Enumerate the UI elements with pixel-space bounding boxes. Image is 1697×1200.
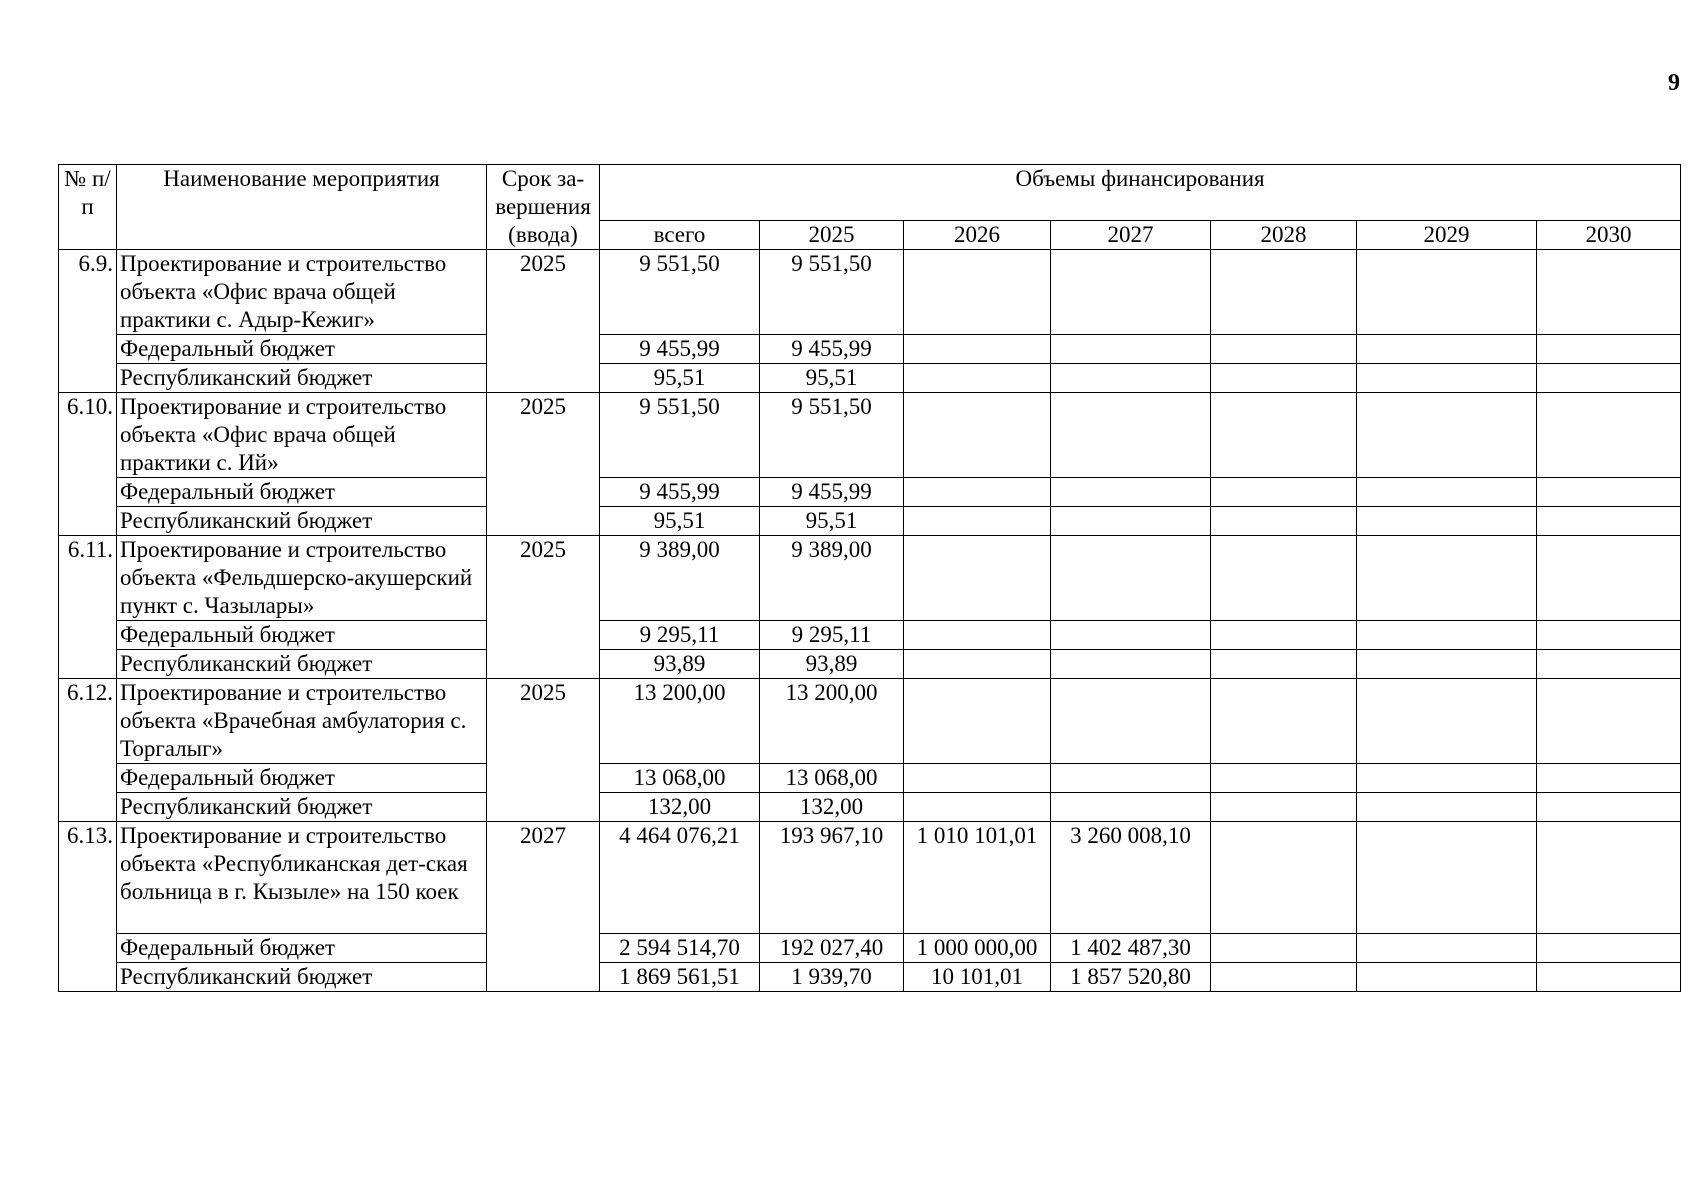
- table-row: [59, 335, 1681, 364]
- table-row: [59, 507, 1681, 536]
- amount-cell: [904, 679, 1051, 764]
- item-term: 2025: [487, 250, 600, 393]
- amount-cell: 9 551,50: [760, 393, 904, 478]
- amount-cell: [1211, 934, 1357, 963]
- amount-cell: [904, 764, 1051, 793]
- amount-cell: [1357, 621, 1537, 650]
- amount-cell: 9 389,00: [600, 536, 760, 621]
- header-year: 2028: [1211, 221, 1357, 250]
- amount-cell: [1537, 507, 1681, 536]
- item-term: 2025: [487, 393, 600, 536]
- item-number: 6.12.: [59, 679, 117, 822]
- republic-budget-label: Республиканский бюджет: [117, 793, 487, 822]
- federal-budget-label: Федеральный бюджет: [117, 621, 487, 650]
- header-funding: Объемы финансирования: [600, 165, 1681, 221]
- federal-budget-label: Федеральный бюджет: [117, 934, 487, 963]
- table-row: [59, 764, 1681, 793]
- amount-cell: [1357, 335, 1537, 364]
- amount-cell: 9 389,00: [760, 536, 904, 621]
- amount-cell: [1211, 963, 1357, 992]
- amount-cell: [1051, 478, 1211, 507]
- amount-cell: [1051, 507, 1211, 536]
- amount-cell: 4 464 076,21: [600, 822, 760, 934]
- amount-cell: [1211, 793, 1357, 822]
- amount-cell: [1357, 679, 1537, 764]
- amount-cell: [904, 536, 1051, 621]
- item-number: 6.11.: [59, 536, 117, 679]
- amount-cell: 192 027,40: [760, 934, 904, 963]
- amount-cell: [1357, 507, 1537, 536]
- table-row: [59, 650, 1681, 679]
- amount-cell: [1537, 822, 1681, 934]
- amount-cell: [1051, 679, 1211, 764]
- amount-cell: [1051, 364, 1211, 393]
- item-term: 2025: [487, 679, 600, 822]
- amount-cell: [1357, 393, 1537, 478]
- amount-cell: 95,51: [760, 364, 904, 393]
- amount-cell: 10 101,01: [904, 963, 1051, 992]
- amount-cell: 9 295,11: [760, 621, 904, 650]
- amount-cell: 193 967,10: [760, 822, 904, 934]
- federal-budget-label: Федеральный бюджет: [117, 335, 487, 364]
- amount-cell: [904, 478, 1051, 507]
- amount-cell: [1537, 536, 1681, 621]
- table-row: [59, 250, 1681, 335]
- amount-cell: 9 551,50: [600, 250, 760, 335]
- amount-cell: [1211, 764, 1357, 793]
- table-row: [59, 478, 1681, 507]
- amount-cell: [1537, 478, 1681, 507]
- table-row: [59, 934, 1681, 963]
- amount-cell: 13 200,00: [600, 679, 760, 764]
- amount-cell: [1051, 335, 1211, 364]
- amount-cell: [1211, 536, 1357, 621]
- amount-cell: [1537, 393, 1681, 478]
- item-name: Проектирование и строительство объекта «Врачебная амбулатория с. Торгалыг»: [117, 679, 487, 764]
- amount-cell: 1 010 101,01: [904, 822, 1051, 934]
- amount-cell: 3 260 008,10: [1051, 822, 1211, 934]
- amount-cell: 13 068,00: [600, 764, 760, 793]
- table-row: [59, 364, 1681, 393]
- header-year: 2027: [1051, 221, 1211, 250]
- republic-budget-label: Республиканский бюджет: [117, 507, 487, 536]
- amount-cell: [1537, 250, 1681, 335]
- amount-cell: [904, 250, 1051, 335]
- amount-cell: [1537, 621, 1681, 650]
- amount-cell: 95,51: [760, 507, 904, 536]
- amount-cell: [1537, 335, 1681, 364]
- table-row: [59, 536, 1681, 621]
- amount-cell: 93,89: [760, 650, 904, 679]
- republic-budget-label: Республиканский бюджет: [117, 364, 487, 393]
- amount-cell: [1211, 822, 1357, 934]
- federal-budget-label: Федеральный бюджет: [117, 478, 487, 507]
- table-row: [59, 679, 1681, 764]
- amount-cell: [1537, 679, 1681, 764]
- amount-cell: 9 455,99: [760, 478, 904, 507]
- header-year: 2030: [1537, 221, 1681, 250]
- amount-cell: 9 295,11: [600, 621, 760, 650]
- table-row: [59, 963, 1681, 992]
- amount-cell: [1211, 507, 1357, 536]
- amount-cell: [1357, 963, 1537, 992]
- amount-cell: [1051, 793, 1211, 822]
- amount-cell: [1357, 934, 1537, 963]
- amount-cell: [1537, 650, 1681, 679]
- amount-cell: [1051, 764, 1211, 793]
- amount-cell: [1537, 963, 1681, 992]
- amount-cell: 1 000 000,00: [904, 934, 1051, 963]
- header-year: 2029: [1357, 221, 1537, 250]
- amount-cell: [1537, 934, 1681, 963]
- amount-cell: [904, 621, 1051, 650]
- amount-cell: 9 455,99: [760, 335, 904, 364]
- republic-budget-label: Республиканский бюджет: [117, 963, 487, 992]
- amount-cell: [1051, 621, 1211, 650]
- amount-cell: 9 551,50: [600, 393, 760, 478]
- amount-cell: 95,51: [600, 507, 760, 536]
- amount-cell: 2 594 514,70: [600, 934, 760, 963]
- amount-cell: [1537, 364, 1681, 393]
- amount-cell: 13 200,00: [760, 679, 904, 764]
- amount-cell: [1537, 793, 1681, 822]
- amount-cell: 13 068,00: [760, 764, 904, 793]
- amount-cell: [1537, 764, 1681, 793]
- amount-cell: [1357, 536, 1537, 621]
- header-year: 2026: [904, 221, 1051, 250]
- item-number: 6.9.: [59, 250, 117, 393]
- republic-budget-label: Республиканский бюджет: [117, 650, 487, 679]
- header-name: Наименование мероприятия: [117, 165, 487, 250]
- header-year: 2025: [760, 221, 904, 250]
- amount-cell: [1211, 650, 1357, 679]
- amount-cell: [1211, 335, 1357, 364]
- item-number: 6.13.: [59, 822, 117, 992]
- amount-cell: [1051, 536, 1211, 621]
- page-number: 9: [1668, 70, 1680, 96]
- amount-cell: [904, 507, 1051, 536]
- amount-cell: 9 455,99: [600, 478, 760, 507]
- amount-cell: 93,89: [600, 650, 760, 679]
- item-name: Проектирование и строительство объекта «Фельдшерско-акушерский пункт с. Чазылары»: [117, 536, 487, 621]
- amount-cell: [1051, 393, 1211, 478]
- item-name: Проектирование и строительство объекта «Республиканская дет-ская больница в г. Кызыле» на 150 коек: [117, 822, 487, 934]
- amount-cell: 95,51: [600, 364, 760, 393]
- funding-table: [58, 164, 1681, 992]
- amount-cell: [1211, 478, 1357, 507]
- header-number: № п/п: [59, 165, 117, 250]
- amount-cell: [904, 364, 1051, 393]
- item-name: Проектирование и строительство объекта «Офис врача общей практики с. Адыр-Кежиг»: [117, 250, 487, 335]
- item-term: 2025: [487, 536, 600, 679]
- amount-cell: 9 551,50: [760, 250, 904, 335]
- amount-cell: 1 402 487,30: [1051, 934, 1211, 963]
- amount-cell: 1 939,70: [760, 963, 904, 992]
- amount-cell: [1051, 250, 1211, 335]
- amount-cell: [1357, 364, 1537, 393]
- amount-cell: [904, 393, 1051, 478]
- item-name: Проектирование и строительство объекта «Офис врача общей практики с. Ий»: [117, 393, 487, 478]
- item-number: 6.10.: [59, 393, 117, 536]
- header-total: всего: [600, 221, 760, 250]
- table-row: [59, 822, 1681, 934]
- amount-cell: [904, 650, 1051, 679]
- amount-cell: [1211, 679, 1357, 764]
- amount-cell: [904, 335, 1051, 364]
- amount-cell: [1357, 250, 1537, 335]
- amount-cell: 1 857 520,80: [1051, 963, 1211, 992]
- amount-cell: [1211, 621, 1357, 650]
- amount-cell: [1211, 250, 1357, 335]
- federal-budget-label: Федеральный бюджет: [117, 764, 487, 793]
- table-row: [59, 793, 1681, 822]
- item-term: 2027: [487, 822, 600, 992]
- amount-cell: [1211, 364, 1357, 393]
- table-body: [59, 250, 1681, 992]
- amount-cell: 132,00: [760, 793, 904, 822]
- amount-cell: [1357, 822, 1537, 934]
- amount-cell: [1211, 393, 1357, 478]
- amount-cell: [904, 793, 1051, 822]
- amount-cell: [1357, 793, 1537, 822]
- amount-cell: 132,00: [600, 793, 760, 822]
- table-row: [59, 393, 1681, 478]
- amount-cell: [1357, 764, 1537, 793]
- amount-cell: 9 455,99: [600, 335, 760, 364]
- amount-cell: 1 869 561,51: [600, 963, 760, 992]
- amount-cell: [1357, 478, 1537, 507]
- amount-cell: [1051, 650, 1211, 679]
- header-term: Срок за-вершения (ввода): [487, 165, 600, 250]
- amount-cell: [1357, 650, 1537, 679]
- table-row: [59, 621, 1681, 650]
